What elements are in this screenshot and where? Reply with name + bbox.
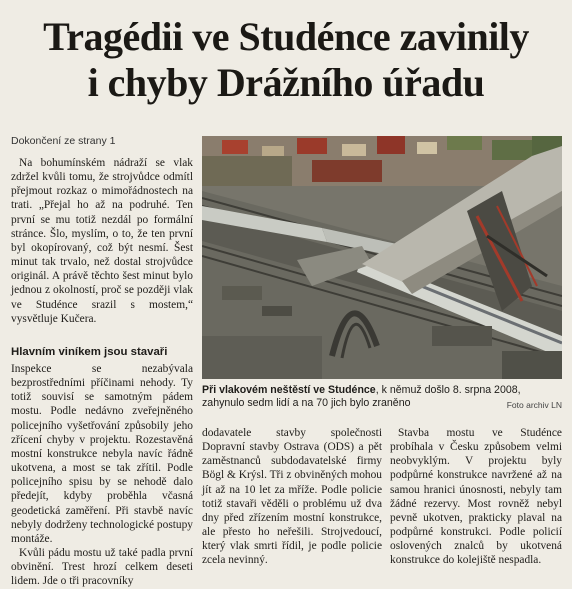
column-3-text: Stavba mostu ve Studénce probíhala v Česku způsobem velmi neobvyklým. V projektu byly podpůrné konstrukce navržené až na samou hranici únosnosti, nebyly tam žádné rezervy. Most rovněž nebyl pevně ukotven, prakticky plaval na podpůrné konstrukci. Podle policií oslovených znalců by ukotvená konstrukce do kolejiště nespadla. bbox=[390, 427, 562, 567]
headline-line-1: Tragédii ve Studénce zavinily bbox=[43, 14, 529, 59]
photo-credit: Foto archiv LN bbox=[506, 400, 562, 410]
continued-from-note: Dokončení ze strany 1 bbox=[11, 135, 116, 147]
accident-photo bbox=[202, 136, 562, 379]
headline-line-2: i chyby Drážního úřadu bbox=[87, 60, 485, 105]
headline bbox=[0, 14, 572, 106]
column-2-text: dodavatele stavby společnosti Dopravní stavby Ostrava (ODS) a pět zaměstnanců subdodavatelské firmy Bögl & Krýsl. Tři z obviněných mohou jít až na 10 let za mříže. Podle policie totiž stavaři věděli o problému už dva dny před zřízením mostní konstrukce, ale přesto ho neřešili. Strojvedoucí, který vlak smrti řídil, je podle policie zcela nevinný. bbox=[202, 427, 382, 567]
column-1-lead bbox=[11, 156, 193, 326]
column-3 bbox=[390, 426, 562, 568]
paragraph-inspection: Inspekce se nezabývala bezprostředními příčinami nehody. Ty totiž souvisí se samotným pádem mostu. Podle nedávno zveřejněného policejního vyšetřování způsobily jeho zřícení chyby v projektu. Rozestavěná mostní konstrukce nebyla navíc řádně ukotvena, a most se tak zřítil. Podle policejního spisu by se nehodě dalo předejít, kdyby proběhla včasná geodetická zaměření. Při stavbě navíc nebyly dodrženy technologické postupy montáže. bbox=[11, 363, 193, 545]
caption-bold: Při vlakovém neštěstí ve Studénce bbox=[202, 384, 376, 396]
caption-rest: , k němuž došlo 8. srpna 2008, zahynulo sedm lidí a na 70 jich bylo zraněno bbox=[202, 384, 521, 409]
column-2 bbox=[202, 426, 382, 568]
column-1-body bbox=[11, 362, 193, 589]
paragraph-charges-start: Kvůli pádu mostu už také padla první obvinění. Trest hrozí celkem deseti lidem. Jde o tři pracovníky bbox=[11, 547, 193, 588]
section-subhead: Hlavním viníkem jsou stavaři bbox=[11, 346, 168, 358]
lead-paragraph: Na bohumínském nádraží se vlak zdržel kvůli tomu, že strojvůdce odmítl přejmout rozkaz o mimořádnostech na trati. „Přejal ho až na podruhé. Ten první se mu totiž nezdál po formální stránce. Šlo, myslím, o to, že ten první byl okopírovaný, což být nesmí. Šest minut tak trvalo, než dostal strojvůdce originál. A právě těchto šest minut bylo jednou z okolností, proč se později vlak ve Studénce srazil s mostem,“ vysvětluje Kučera. bbox=[11, 157, 193, 325]
